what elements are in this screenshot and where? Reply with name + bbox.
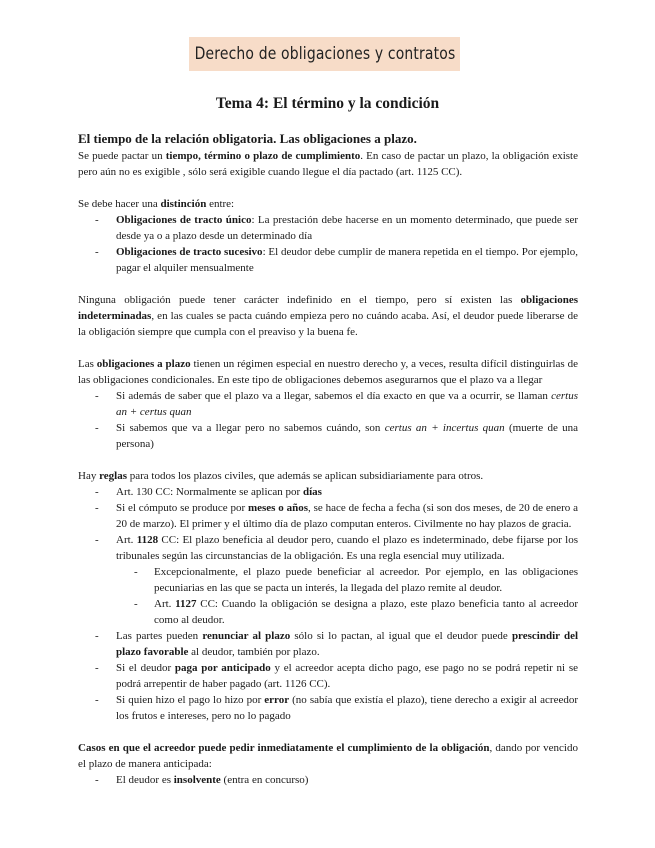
text-run: al deudor, también por plazo. xyxy=(188,646,320,658)
bold-term: meses o años xyxy=(247,502,309,514)
list-item xyxy=(116,596,578,628)
bold-term: distinción xyxy=(160,198,207,210)
list-item xyxy=(78,500,578,532)
distinction-list xyxy=(78,212,578,276)
text-run: y el acreedor acepta dicho pago, ese pago no se podrá repetir ni se podrá arrepentir de haber pagado (art. 1126 CC). xyxy=(116,662,578,690)
italic-term: certus an + incertus quan xyxy=(384,422,505,434)
list-item: - Excepcionalmente, el plazo puede beneficiar al acreedor. Por ejemplo, en las obligaciones pecuniarias en las que se pacta un interés, la llegada del plazo remite al deudor. xyxy=(116,564,578,596)
certus-list xyxy=(78,388,578,452)
text-run: Se debe hacer una xyxy=(78,198,161,210)
text-run: Las xyxy=(78,358,97,370)
bold-term: paga por anticipado xyxy=(174,662,271,674)
document-title: Derecho de obligaciones y contratos xyxy=(194,44,455,64)
text-run: Art. 130 CC: Normalmente se aplican por xyxy=(116,486,303,498)
list-item xyxy=(78,244,578,276)
paragraph-cases-intro xyxy=(78,740,578,772)
bold-term: Obligaciones de tracto sucesivo xyxy=(116,246,263,258)
list-item xyxy=(78,388,578,420)
text-run: : El deudor debe cumplir de manera repetida en el tiempo. Por ejemplo, pagar el alquiler mensualmente xyxy=(116,246,578,274)
paragraph-indeterminate xyxy=(78,292,578,340)
paragraph-term-definition xyxy=(78,148,578,180)
text-run: . En caso de pactar un plazo, la obligación existe pero aún no es exigible , sólo será exigible cuando llegue el día pactado (art. 1125 CC). xyxy=(78,150,578,178)
text-run: Art. xyxy=(116,534,137,546)
text-run: Si sabemos que va a llegar pero no sabemos cuándo, son xyxy=(116,422,385,434)
text-run: , dando por vencido el plazo de manera anticipada: xyxy=(78,742,578,770)
text-run: Si quien hizo el pago lo hizo por xyxy=(116,694,265,706)
rules-list xyxy=(78,484,578,724)
text-run: sólo si lo pactan, al igual que el deudor puede xyxy=(290,630,512,642)
document-title-banner xyxy=(189,37,460,71)
list-item xyxy=(78,692,578,724)
text-run: CC: Cuando la obligación se designa a plazo, este plazo beneficia tanto al acreedor como al deudor. xyxy=(154,598,578,626)
text-run: tienen un régimen especial en nuestro derecho y, a veces, resulta difícil distinguirlas de las obligaciones condicionales. En este tipo de obligaciones debemos asegurarnos que el plazo va a llegar xyxy=(78,358,578,386)
topic-title: Tema 4: El término y la condición xyxy=(215,95,440,112)
list-item xyxy=(78,420,578,452)
bold-term: 1127 xyxy=(175,598,197,610)
text-run: Ninguna obligación puede tener carácter indefinido en el tiempo, pero sí existen las xyxy=(78,294,521,306)
text-run: CC: El plazo beneficia al deudor pero, cuando el plazo es indeterminado, debe fijarse por los tribunales según las circunstancias de la obligación. Es una regla esencial muy utilizada. xyxy=(116,534,578,562)
list-item xyxy=(78,532,578,628)
list-item xyxy=(78,212,578,244)
text-run: El deudor es xyxy=(116,774,174,786)
document-body xyxy=(78,130,578,788)
text-run: Si el deudor xyxy=(116,662,175,674)
bold-term: tiempo, término o plazo de cumplimiento xyxy=(165,150,361,162)
cases-list xyxy=(78,772,578,788)
text-run: Si el cómputo se produce por xyxy=(116,502,248,514)
italic-term: certus an + certus quan xyxy=(116,390,578,418)
text-run: Si además de saber que el plazo va a llegar, sabemos el día exacto en que va a ocurrir, se llaman xyxy=(116,390,552,402)
text-run: para todos los plazos civiles, que además se aplican subsidiariamente para otros. xyxy=(126,470,484,482)
bold-term: días xyxy=(302,486,322,498)
rules-sublist xyxy=(116,564,578,628)
list-item xyxy=(78,628,578,660)
text-run: (muerte de una persona) xyxy=(116,422,579,450)
list-item xyxy=(78,772,578,788)
paragraph-rules-intro xyxy=(78,468,578,484)
paragraph-term-obligations xyxy=(78,356,578,388)
bold-term: renunciar al plazo xyxy=(202,630,291,642)
text-run: , se hace de fecha a fecha (si son dos meses, de 20 de enero a 20 de marzo). El primer y el último día de plazo computan enteros. Civilmente no hay plazos de gracia. xyxy=(116,502,578,530)
bold-term: obligaciones indeterminadas xyxy=(78,294,578,322)
text-run: Las partes pueden xyxy=(116,630,203,642)
paragraph-distinction-intro xyxy=(78,196,578,212)
text-run: (no sabía que existía el plazo), tiene derecho a exigir al acreedor los frutos e intereses, pero no lo pagado xyxy=(116,694,579,722)
text-run: : La prestación debe hacerse en un momento determinado, que puede ser desde ya o a plazo desde un determinado día xyxy=(116,214,578,242)
bold-term: Obligaciones de tracto único xyxy=(116,214,252,226)
list-item xyxy=(78,484,578,500)
text-run: (entra en concurso) xyxy=(220,774,309,786)
bold-term: insolvente xyxy=(173,774,221,786)
section-heading: El tiempo de la relación obligatoria. Las obligaciones a plazo. xyxy=(78,131,417,146)
text-run: , en las cuales se pacta cuándo empieza pero no cuándo acaba. Así, el deudor puede liberarse de la obligación siempre que cumpla con el preaviso y la buena fe. xyxy=(78,310,578,338)
text-run: Art. xyxy=(154,598,176,610)
text-run: entre: xyxy=(206,198,235,210)
bold-term: prescindir del plazo favorable xyxy=(116,630,579,658)
text-run: Hay xyxy=(78,470,100,482)
bold-term: 1128 xyxy=(136,534,159,546)
bold-term: reglas xyxy=(99,470,127,482)
list-item xyxy=(78,660,578,692)
bold-term: error xyxy=(264,694,290,706)
bold-term: Casos en que el acreedor puede pedir inmediatamente el cumplimiento de la obligación xyxy=(78,742,490,754)
bold-term: obligaciones a plazo xyxy=(96,358,191,370)
text-run: Se puede pactar un xyxy=(78,150,166,162)
